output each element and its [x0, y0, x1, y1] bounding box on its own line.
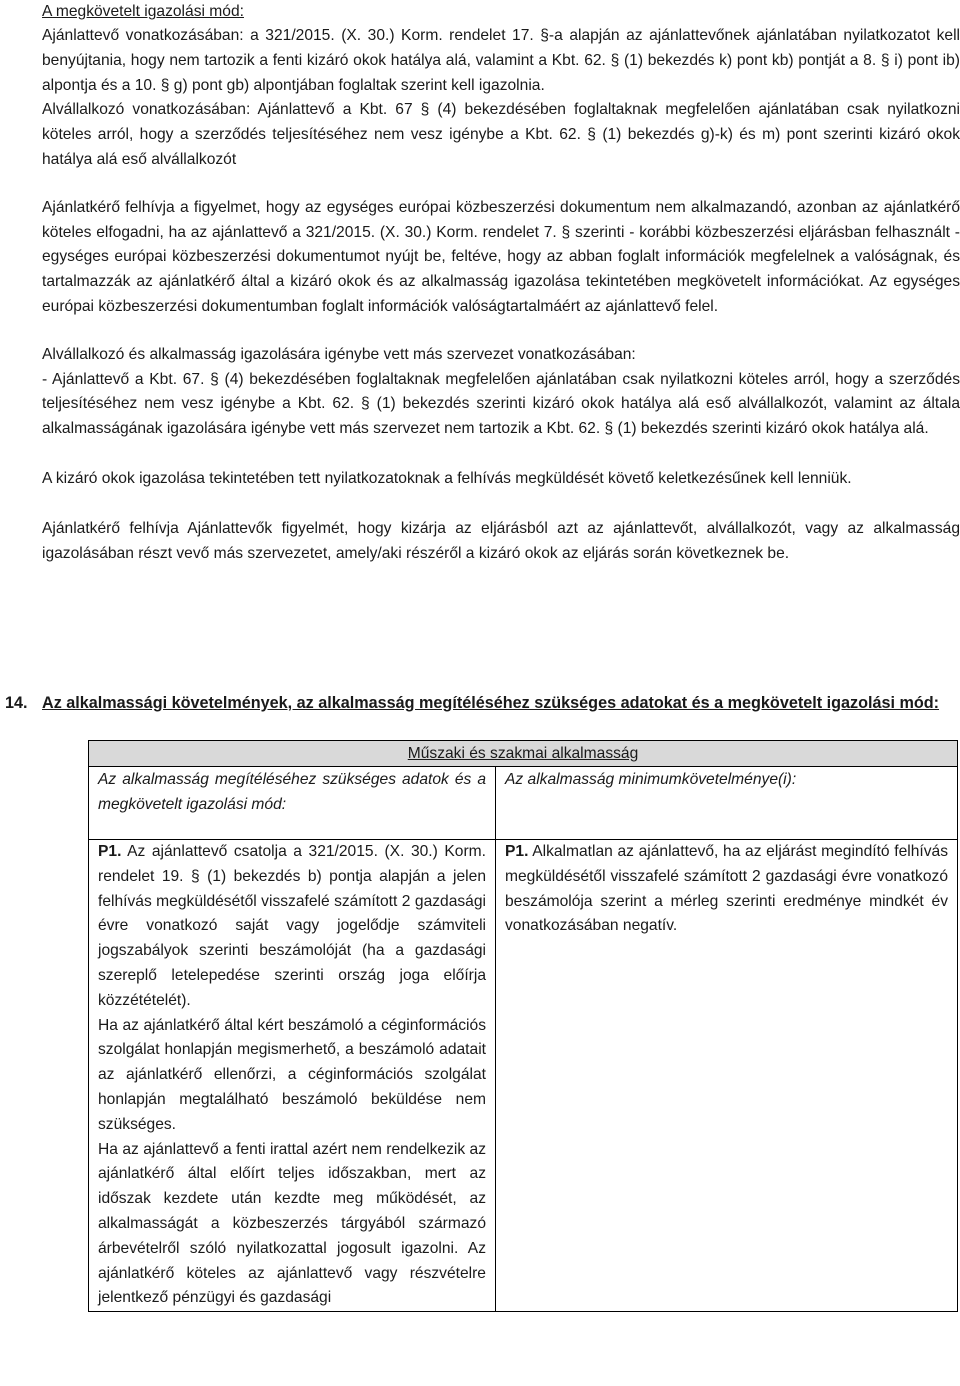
left-p1-para: P1. Az ajánlattevő csatolja a 321/2015. (X. 30.) Korm. rendelet 19. § (1) bekezdés b) pontja alapján a jelen felhívás megküldésétől visszafelé számított 2 gazdasági évre vonatkozó saját vagy jogelődje számviteli jogszabályok szerinti beszámolóját (ha a gazdasági szereplő letelepedése szerinti ország joga előírja közzétételét). [98, 843, 486, 1009]
verification-heading: A megkövetelt igazolási mód: [42, 3, 244, 20]
p1-label: P1. [98, 843, 122, 860]
table-title: Műszaki és szakmai alkalmasság [89, 741, 958, 767]
timing-paragraph: A kizáró okok igazolása tekintetében tett nyilatkozatoknak a felhívás megküldését követő keletkezésűnek kell lenniük. [42, 469, 852, 487]
right-p1-cell [496, 840, 958, 1312]
section-number: 14. [5, 694, 28, 712]
exclusion-paragraph: Ajánlatkérő felhívja Ajánlattevők figyelmét, hogy kizárja az eljárásból azt az ajánlattevőt, alvállalkozót, vagy az alkalmasság igazolásában részt vevő más szervezetet, amely/aki részéről a kizáró okok az eljárás során következnek be. [42, 519, 960, 562]
subcontractor-verification-text: Alvállalkozó vonatkozásában: Ajánlattevő a Kbt. 67 § (4) bekezdésében foglaltaknak megfelelően ajánlatában csak nyilatkozni köteles arról, hogy a szerződés teljesítéséhez nem vesz igénybe a Kbt. 62. § (1) bekezdés g)-k) és m) pont szerinti kizáró okok hatálya alá eső alvállalkozót [42, 101, 960, 168]
right-p1-para: P1. Alkalmatlan az ajánlattevő, ha az eljárást megindító felhívás megküldésétől visszafelé számított 2 gazdasági évre vonatkozó beszámolója szerint a mérleg szerinti eredménye mindkét év vonatkozásában negatív. [505, 843, 948, 935]
tenderer-verification-text: Ajánlattevő vonatkozásában: a 321/2015. (X. 30.) Korm. rendelet 17. §-a alapján az ajánlattevőnek ajánlatában nyilatkozatot kell benyújtania, hogy nem tartozik a fenti kizáró okok hatálya alá, valamint a Kbt. 62. § (1) bekezdés k) pont kb) pontját a 8. § i) pont ib) alpontja és a 10. § g) pont gb) alpontjában foglaltak szerint kell igazolnia. [42, 27, 960, 94]
column-header-right: Az alkalmasság minimumkövetelménye(i): [496, 767, 958, 840]
espd-paragraph: Ajánlatkérő felhívja a figyelmet, hogy az egységes európai közbeszerzési dokumentum nem alkalmazandó, azonban az ajánlatkérő köteles elfogadni, ha az ajánlattevő a 321/2015. (X. 30.) Korm. rendelet 7. § szerinti - korábbi közbeszerzési eljárásban felhasznált - egységes európai közbeszerzési dokumentumot nyújt be, feltéve, hogy az abban foglalt információk megfelelnek a valóságnak, és tartalmazzák az ajánlatkérő által a kizáró okok és az alkalmasság igazolása tekintetében megkövetelt információkat. Az egységes európai közbeszerzési dokumentumban foglalt információk valóságtartalmáért az ajánlattevő felel. [42, 198, 960, 315]
left-p1-para-c: Ha az ajánlattevő a fenti irattal azért nem rendelkezik az ajánlatkérő által előírt teljes időszakban, mert az időszak kezdete után kezdte meg működését, az alkalmasságát a közbeszerzés tárgyából származó árbevételről szóló nyilatkozattal jogosult igazolni. Az ajánlatkérő köteles az ajánlattevő vagy részvételre jelentkező pénzügyi és gazdasági [98, 1140, 486, 1307]
left-p1-cell [89, 840, 496, 1312]
section-title: Az alkalmassági követelmények, az alkalmasság megítéléséhez szükséges adatokat és a megkövetelt igazolási mód: [42, 694, 940, 712]
p1-label-right: P1. [505, 843, 529, 860]
document-page [42, 0, 960, 566]
suitability-table [88, 740, 958, 1312]
subcontractor-body: - Ajánlattevő a Kbt. 67. § (4) bekezdésében foglaltaknak megfelelően ajánlatában csak nyilatkozni köteles arról, hogy a szerződés teljesítéséhez nem vesz igénybe a Kbt. 62. § (1) bekezdés szerinti kizáró okok hatálya alá eső alvállalkozót, valamint az általa alkalmasságának igazolására igénybe vett más szervezet nem tartozik a Kbt. 62. § (1) bekezdés szerinti kizáró okok hatálya alá. [42, 370, 960, 438]
column-header-left: Az alkalmasság megítéléséhez szükséges adatok és a megkövetelt igazolási mód: [89, 767, 496, 840]
left-p1-para-b: Ha az ajánlatkérő által kért beszámoló a céginformációs szolgálat honlapján megismerhető, a beszámoló adatait az ajánlatkérő ellenőrzi, a céginformációs szolgálat honlapján megtalálható beszámoló beküldése nem szükséges. [98, 1016, 486, 1133]
subcontractor-heading: Alvállalkozó és alkalmasság igazolására igénybe vett más szervezet vonatkozásában: [42, 345, 636, 363]
